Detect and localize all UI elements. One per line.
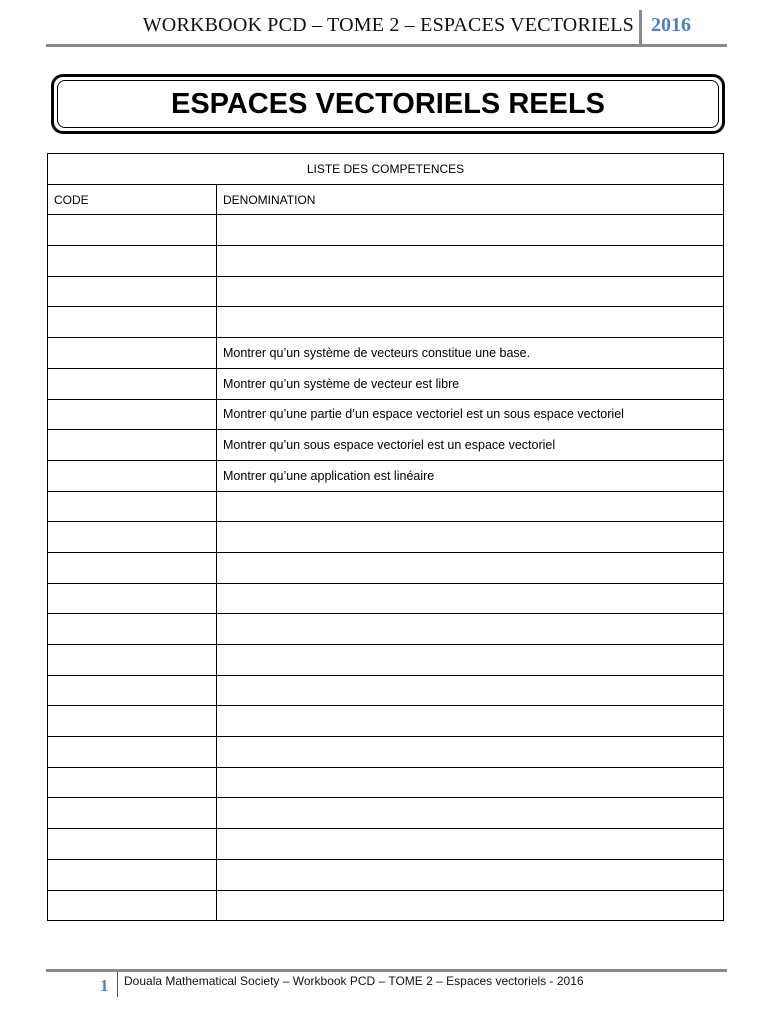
denomination-cell (217, 215, 724, 246)
denomination-cell (217, 552, 724, 583)
table-row (48, 307, 724, 338)
code-cell (48, 675, 217, 706)
table-row (48, 737, 724, 768)
code-cell (48, 307, 217, 338)
title-box (51, 74, 725, 134)
column-header-denomination: DENOMINATION (217, 184, 724, 215)
denomination-cell: Montrer qu’un sous espace vectoriel est un espace vectoriel (217, 430, 724, 461)
denomination-cell (217, 614, 724, 645)
denomination-cell (217, 829, 724, 860)
denomination-cell (217, 890, 724, 921)
code-cell (48, 491, 217, 522)
footer-text: Douala Mathematical Society – Workbook PCD – TOME 2 – Espaces vectoriels - 2016 (124, 974, 584, 988)
denomination-cell (217, 645, 724, 676)
table-row (48, 399, 724, 430)
table-caption: LISTE DES COMPETENCES (48, 154, 724, 185)
code-cell (48, 399, 217, 430)
table-row (48, 460, 724, 491)
competences-table (47, 153, 724, 921)
table-row (48, 614, 724, 645)
table-row (48, 645, 724, 676)
code-cell (48, 552, 217, 583)
table-row (48, 767, 724, 798)
denomination-cell (217, 675, 724, 706)
code-cell (48, 890, 217, 921)
denomination-cell (217, 706, 724, 737)
table-row (48, 276, 724, 307)
table-body (48, 215, 724, 921)
denomination-cell (217, 737, 724, 768)
denomination-cell (217, 798, 724, 829)
denomination-cell: Montrer qu’un système de vecteur est libre (217, 368, 724, 399)
denomination-cell (217, 491, 724, 522)
table-row (48, 522, 724, 553)
table-row (48, 215, 724, 246)
denomination-cell: Montrer qu’une partie d’un espace vectoriel est un sous espace vectoriel (217, 399, 724, 430)
table-row (48, 368, 724, 399)
header-rule (46, 44, 727, 47)
code-cell (48, 767, 217, 798)
code-cell (48, 645, 217, 676)
code-cell (48, 614, 217, 645)
denomination-cell: Montrer qu’une application est linéaire (217, 460, 724, 491)
code-cell (48, 460, 217, 491)
table-row (48, 798, 724, 829)
code-cell (48, 859, 217, 890)
code-cell (48, 276, 217, 307)
code-cell (48, 430, 217, 461)
footer-separator (117, 972, 118, 997)
denomination-cell (217, 859, 724, 890)
table-row (48, 246, 724, 277)
header-separator (639, 10, 642, 46)
code-cell (48, 368, 217, 399)
code-cell (48, 338, 217, 369)
code-cell (48, 215, 217, 246)
denomination-cell: Montrer qu’un système de vecteurs constitue une base. (217, 338, 724, 369)
table-row (48, 706, 724, 737)
code-cell (48, 583, 217, 614)
header-year: 2016 (651, 14, 691, 36)
denomination-cell (217, 522, 724, 553)
title-inner-frame (57, 80, 719, 128)
code-cell (48, 798, 217, 829)
table-row (48, 859, 724, 890)
table-row (48, 430, 724, 461)
code-cell (48, 829, 217, 860)
table-row (48, 552, 724, 583)
header-title: WORKBOOK PCD – TOME 2 – ESPACES VECTORIELS (142, 14, 634, 36)
denomination-cell (217, 583, 724, 614)
denomination-cell (217, 246, 724, 277)
denomination-cell (217, 276, 724, 307)
code-cell (48, 706, 217, 737)
table-row (48, 583, 724, 614)
table-row (48, 890, 724, 921)
footer-rule (46, 969, 727, 972)
column-header-code: CODE (48, 184, 217, 215)
table-row (48, 675, 724, 706)
table-header-row (48, 184, 724, 215)
page-title: ESPACES VECTORIELS REELS (170, 87, 606, 120)
table-row (48, 829, 724, 860)
code-cell (48, 737, 217, 768)
denomination-cell (217, 307, 724, 338)
table-row (48, 491, 724, 522)
code-cell (48, 522, 217, 553)
page-number: 1 (100, 976, 109, 995)
denomination-cell (217, 767, 724, 798)
table-row (48, 338, 724, 369)
table-caption-row (48, 154, 724, 185)
code-cell (48, 246, 217, 277)
